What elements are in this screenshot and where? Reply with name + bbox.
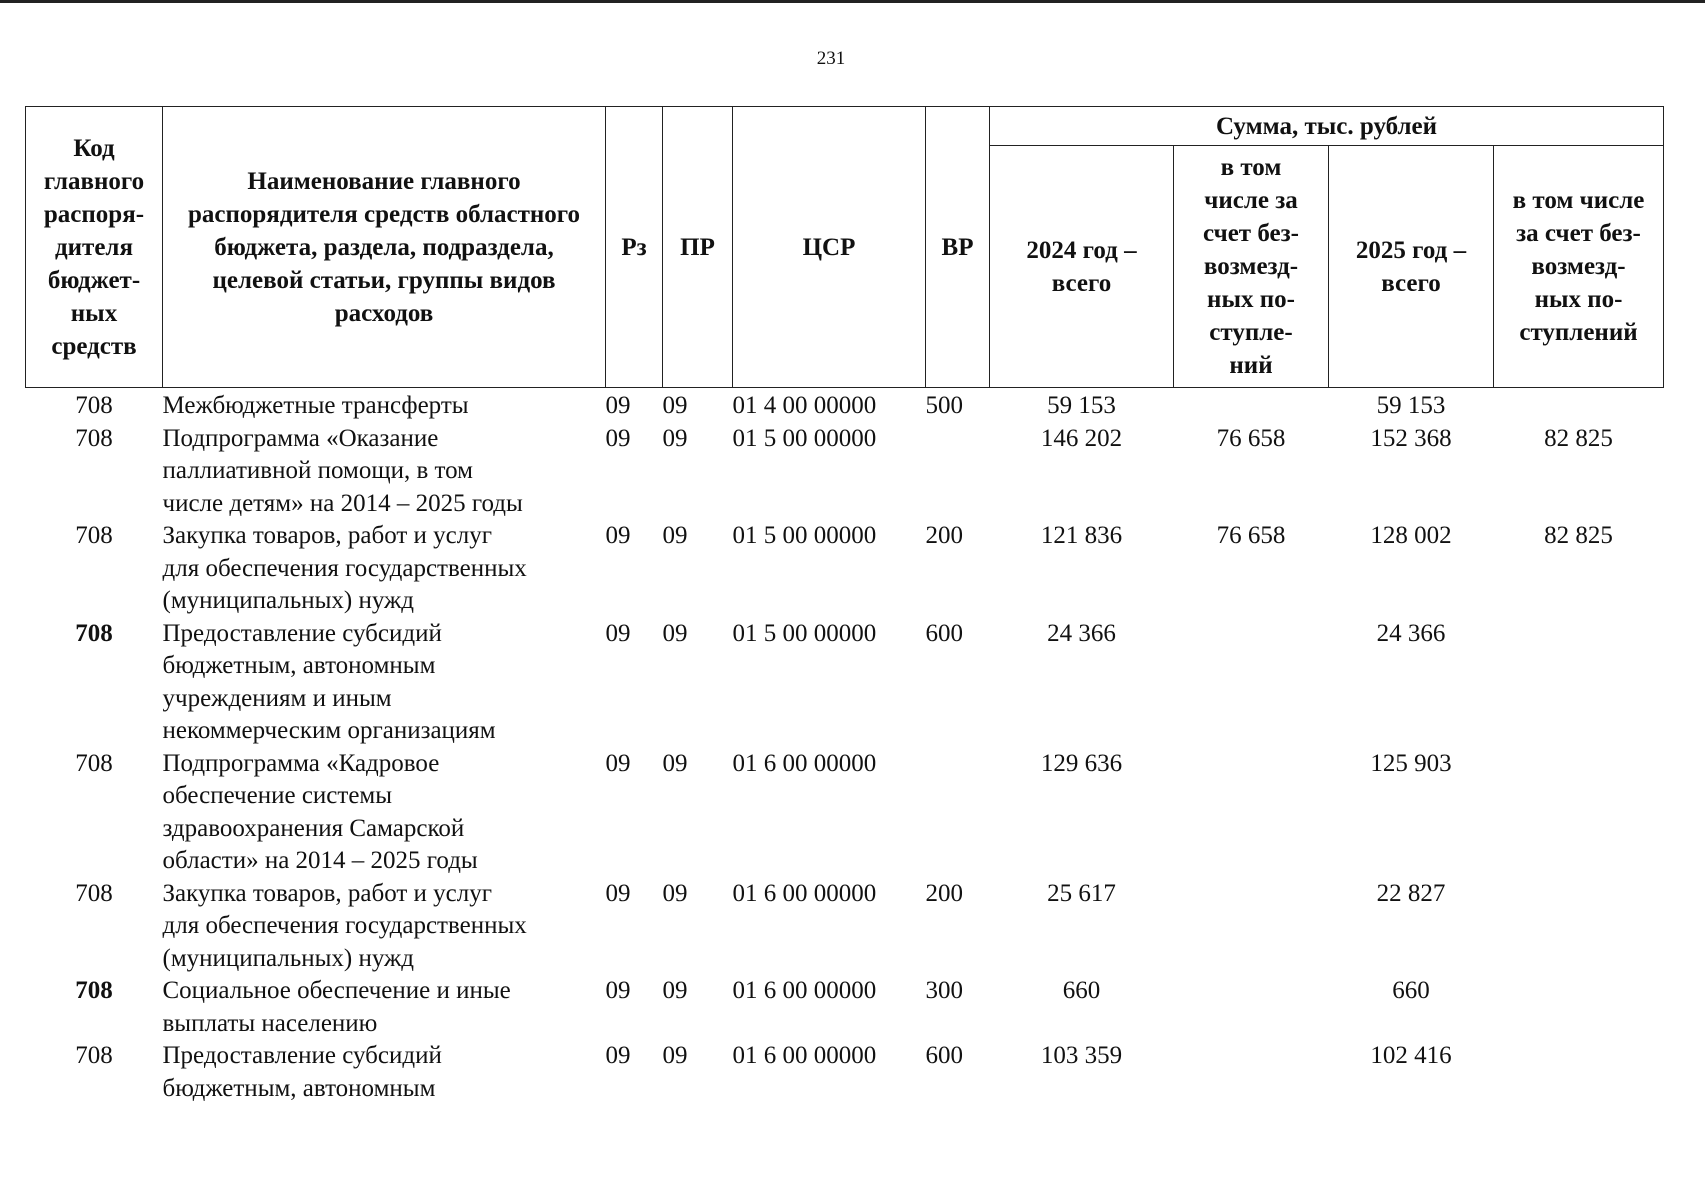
budget-table: [25, 106, 1664, 1105]
table-row: [26, 388, 1664, 423]
cell-kod: 708: [75, 424, 113, 452]
table-row: [26, 878, 1664, 976]
header-csr: ЦСР: [733, 107, 926, 388]
cell-rz: 09: [605, 392, 631, 419]
cell-2024-free: [1174, 748, 1329, 878]
cell-2024-free: [1174, 1040, 1329, 1105]
cell-rz: 09: [605, 749, 631, 777]
cell-csr: 01 6 00 00000: [732, 749, 877, 777]
cell-vr: [926, 423, 990, 521]
top-border-rule: [0, 0, 1705, 3]
cell-2024-total: 59 153: [1047, 392, 1116, 419]
cell-pr: 09: [662, 749, 688, 777]
cell-pr: 09: [662, 977, 688, 1004]
table-row: [26, 748, 1664, 878]
cell-2024-free: [1174, 975, 1329, 1040]
header-2025-free: в том числе за счет без-возмезд-ных по-ступлений: [1494, 146, 1664, 388]
cell-kod: 708: [75, 522, 113, 549]
cell-2025-free: [1494, 975, 1664, 1040]
cell-2024-free: [1174, 878, 1329, 976]
cell-2025-free: [1494, 388, 1664, 423]
cell-2025-total: 102 416: [1370, 1042, 1452, 1069]
table-row: [26, 975, 1664, 1040]
cell-2025-total: 125 903: [1370, 749, 1452, 777]
cell-vr: 600: [925, 619, 963, 647]
cell-vr: [926, 748, 990, 878]
cell-2025-free: [1494, 748, 1664, 878]
cell-csr: 01 4 00 00000: [732, 392, 877, 419]
header-2024-free: в том числе за счет без-возмезд-ных по-ступле-ний: [1174, 146, 1329, 388]
cell-kod: 708: [75, 749, 113, 777]
cell-2024-free: [1174, 388, 1329, 423]
cell-csr: 01 5 00 00000: [732, 522, 877, 549]
cell-2024-free: 76 658: [1216, 424, 1286, 452]
cell-pr: 09: [662, 522, 688, 549]
cell-csr: 01 6 00 00000: [732, 1042, 877, 1069]
table-row: [26, 423, 1664, 521]
page-number: 231: [816, 48, 846, 69]
header-rz: Рз: [606, 107, 663, 388]
cell-2024-total: 103 359: [1040, 1042, 1123, 1069]
table-row: [26, 1040, 1664, 1105]
cell-csr: 01 5 00 00000: [732, 619, 877, 647]
cell-2025-total: 152 368: [1370, 424, 1452, 452]
cell-rz: 09: [605, 424, 631, 452]
cell-2025-free: 82 825: [1544, 424, 1613, 452]
cell-2024-total: 129 636: [1040, 749, 1123, 777]
cell-name: Подпрограмма «Кадровое обеспечение системы здравоохранения Самарской области» на 2014 – 2025 годы: [162, 749, 478, 874]
cell-rz: 09: [605, 522, 631, 549]
header-2025-total: 2025 год – всего: [1329, 146, 1494, 388]
cell-name: Закупка товаров, работ и услуг для обеспечения государственных (муниципальных) нужд: [162, 879, 527, 972]
cell-2024-total: 146 202: [1040, 424, 1123, 452]
cell-rz: 09: [605, 879, 631, 907]
header-kod: Код главного распоря-дителя бюджет-ных средств: [26, 107, 163, 388]
cell-name: Предоставление субсидий бюджетным, автономным учреждениям и иным некоммерческим организациям: [162, 619, 496, 744]
cell-kod: 708: [75, 879, 113, 907]
cell-csr: 01 6 00 00000: [732, 879, 877, 907]
cell-2025-free: 82 825: [1544, 522, 1613, 549]
cell-2024-total: 25 617: [1047, 879, 1116, 907]
cell-vr: 200: [925, 522, 963, 549]
table-row: [26, 618, 1664, 748]
header-row-top: [26, 107, 1664, 146]
header-2024-total: 2024 год – всего: [990, 146, 1174, 388]
cell-2025-total: 24 366: [1376, 619, 1446, 647]
cell-csr: 01 6 00 00000: [732, 977, 877, 1004]
cell-2024-free: [1174, 618, 1329, 748]
cell-rz: 09: [605, 977, 631, 1004]
cell-2025-free: [1494, 1040, 1664, 1105]
cell-kod: 708: [75, 619, 113, 647]
cell-2024-free: 76 658: [1216, 522, 1286, 549]
cell-kod: 708: [75, 1042, 113, 1069]
cell-pr: 09: [662, 424, 688, 452]
cell-2025-free: [1494, 878, 1664, 976]
cell-name: Подпрограмма «Оказание паллиативной помощи, в том числе детям» на 2014 – 2025 годы: [162, 424, 523, 517]
cell-2025-free: [1494, 618, 1664, 748]
header-sum-group: Сумма, тыс. рублей: [990, 107, 1664, 146]
cell-name: Социальное обеспечение и иные выплаты населению: [162, 977, 511, 1037]
cell-vr: 600: [925, 1042, 963, 1069]
header-name: Наименование главного распорядителя средств областного бюджета, раздела, подраздела, целевой статьи, группы видов расходов: [163, 107, 606, 388]
cell-pr: 09: [662, 1042, 688, 1069]
cell-2024-total: 24 366: [1047, 619, 1116, 647]
header-pr: ПР: [663, 107, 733, 388]
header-vr: ВР: [926, 107, 990, 388]
cell-pr: 09: [662, 879, 688, 907]
cell-kod: 708: [75, 977, 113, 1004]
cell-2025-total: 22 827: [1376, 879, 1446, 907]
cell-rz: 09: [605, 1042, 631, 1069]
cell-2025-total: 128 002: [1370, 522, 1452, 549]
cell-kod: 708: [75, 392, 113, 419]
cell-vr: 500: [925, 392, 963, 419]
cell-vr: 300: [925, 977, 963, 1004]
cell-rz: 09: [605, 619, 631, 647]
cell-vr: 200: [925, 879, 963, 907]
table-row: [26, 520, 1664, 618]
cell-pr: 09: [662, 619, 688, 647]
cell-name: Предоставление субсидий бюджетным, автономным: [162, 1042, 442, 1102]
cell-2025-total: 59 153: [1376, 392, 1446, 419]
cell-2025-total: 660: [1392, 977, 1430, 1004]
cell-name: Закупка товаров, работ и услуг для обеспечения государственных (муниципальных) нужд: [162, 522, 527, 614]
cell-2024-total: 121 836: [1040, 522, 1123, 549]
cell-csr: 01 5 00 00000: [732, 424, 877, 452]
cell-pr: 09: [662, 392, 688, 419]
cell-name: Межбюджетные трансферты: [162, 392, 469, 419]
cell-2024-total: 660: [1062, 977, 1101, 1004]
